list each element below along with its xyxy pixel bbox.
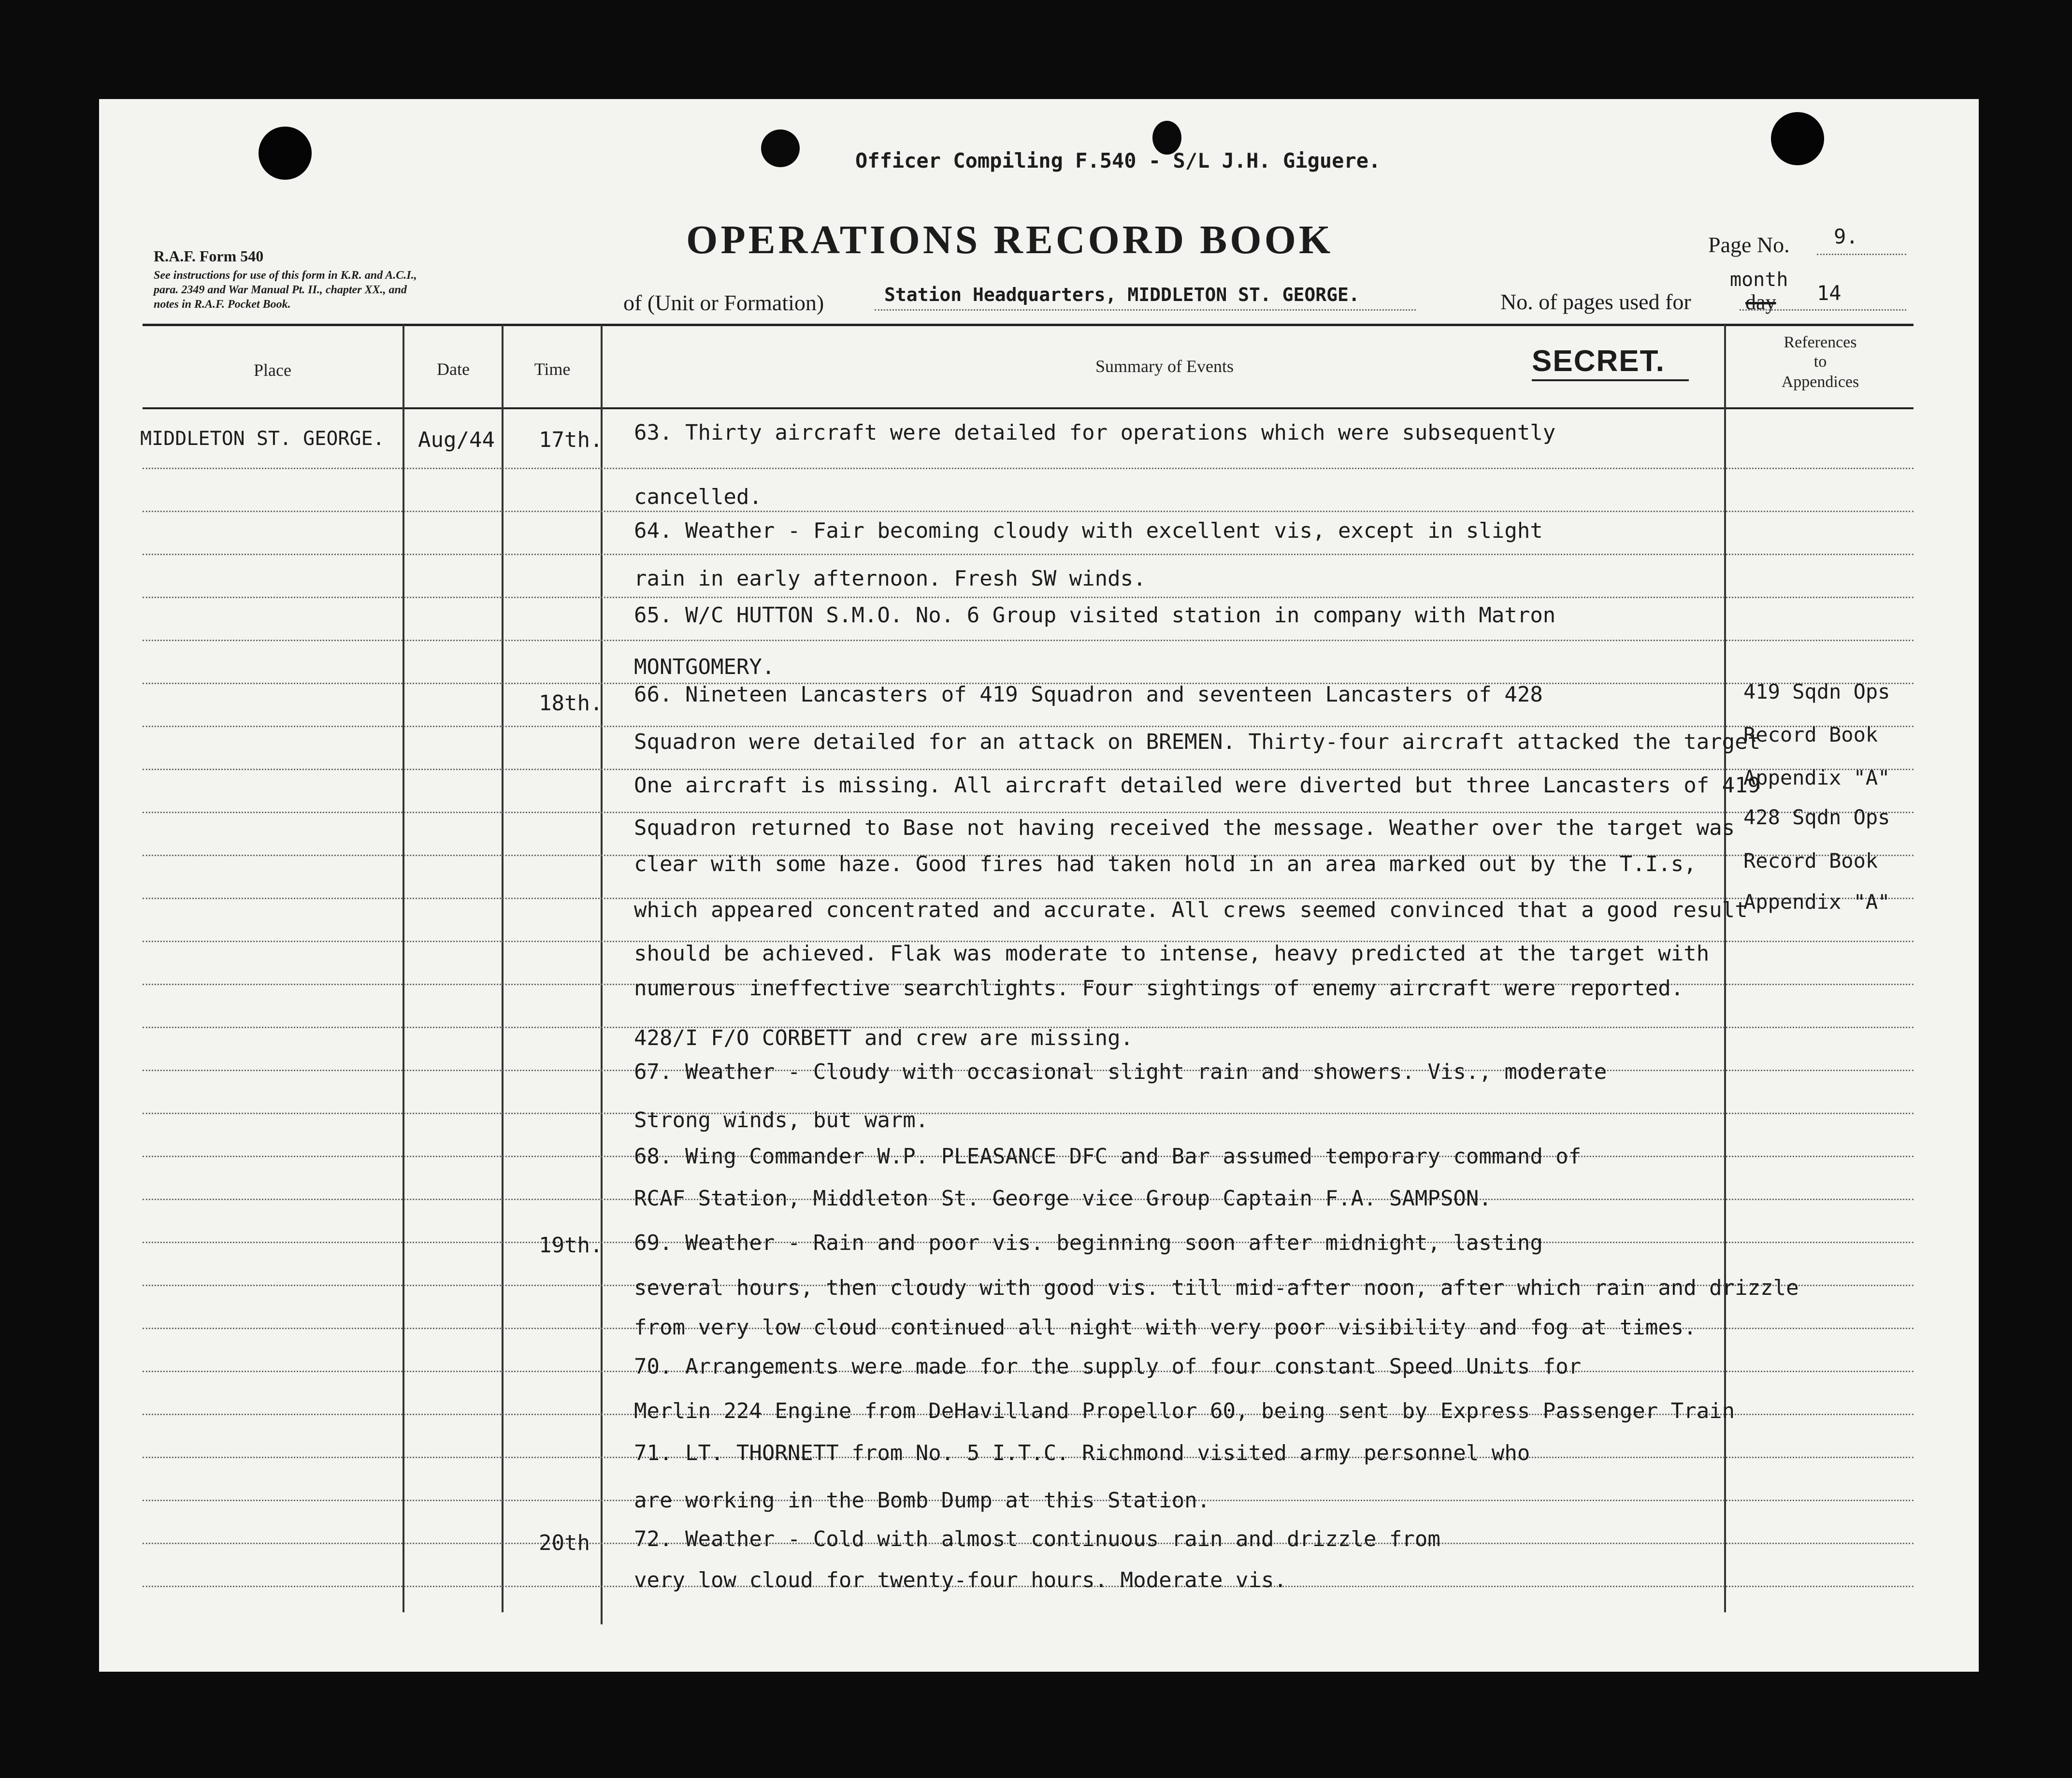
summary-line: from very low cloud continued all night with very poor visibility and fog at times.	[634, 1315, 1697, 1340]
place-entry: MIDDLETON ST. GEORGE.	[140, 428, 385, 450]
secret-stamp: SECRET.	[1532, 344, 1665, 378]
summary-line: 71. LT. THORNETT from No. 5 I.T.C. Richmond visited army personnel who	[634, 1441, 1530, 1465]
ink-blot-1	[761, 129, 800, 167]
row-rule	[143, 1113, 1914, 1114]
form-instructions-2: para. 2349 and War Manual Pt. II., chapter XX., and	[154, 284, 407, 296]
summary-line: 66. Nineteen Lancasters of 419 Squadron and seventeen Lancasters of 428	[634, 682, 1543, 707]
row-rule	[143, 597, 1914, 598]
summary-line: clear with some haze. Good fires had taken hold in an area marked out by the T.I.s,	[634, 852, 1697, 876]
header-time: Time	[534, 359, 571, 379]
row-rule	[143, 468, 1914, 469]
reference-entry: Appendix "A"	[1743, 766, 1890, 789]
page-no-value: 9.	[1834, 225, 1858, 248]
time-entry: 18th.	[539, 691, 603, 716]
summary-line: Merlin 224 Engine from DeHavilland Propellor 60, being sent by Express Passenger Train	[634, 1399, 1735, 1423]
page-no-dotline	[1817, 254, 1906, 255]
summary-line: 65. W/C HUTTON S.M.O. No. 6 Group visited station in company with Matron	[634, 603, 1556, 628]
punch-hole-left	[259, 127, 312, 180]
pages-used-value: 14	[1817, 281, 1842, 305]
summary-line: 428/I F/O CORBETT and crew are missing.	[634, 1026, 1134, 1050]
summary-line: 69. Weather - Rain and poor vis. beginning soon after midnight, lasting	[634, 1231, 1543, 1255]
header-date: Date	[437, 359, 470, 379]
form-instructions-1: See instructions for use of this form in K.R. and A.C.I.,	[154, 269, 417, 282]
summary-line: several hours, then cloudy with good vis. till mid-after noon, after which rain and drizzle	[634, 1276, 1799, 1300]
col-divider-place	[403, 325, 404, 1612]
reference-entry: 419 Sqdn Ops	[1743, 680, 1890, 703]
time-entry: 19th.	[539, 1233, 603, 1258]
form-name: R.A.F. Form 540	[154, 247, 264, 265]
row-rule	[143, 812, 1914, 813]
summary-line: cancelled.	[634, 485, 762, 509]
summary-line: Squadron were detailed for an attack on BREMEN. Thirty-four aircraft attacked the target	[634, 730, 1761, 754]
pages-used-label: No. of pages used for	[1500, 289, 1691, 314]
summary-line: One aircraft is missing. All aircraft detailed were diverted but three Lancasters of 419	[634, 773, 1761, 798]
page-no-label: Page No.	[1708, 232, 1790, 257]
form-sheet	[99, 99, 1979, 1672]
secret-underline	[1532, 379, 1689, 381]
col-divider-date	[502, 325, 504, 1612]
summary-line: RCAF Station, Middleton St. George vice Group Captain F.A. SAMPSON.	[634, 1186, 1492, 1211]
header-place: Place	[254, 360, 291, 380]
row-rule	[143, 726, 1914, 727]
date-entry: Aug/44	[418, 428, 495, 452]
summary-line: Squadron returned to Base not having received the message. Weather over the target was	[634, 816, 1735, 840]
summary-line: 67. Weather - Cloudy with occasional slight rain and showers. Vis., moderate	[634, 1060, 1607, 1084]
summary-line: 63. Thirty aircraft were detailed for operations which were subsequently	[634, 420, 1556, 445]
summary-line: 70. Arrangements were made for the supply of four constant Speed Units for	[634, 1354, 1582, 1379]
summary-line: numerous ineffective searchlights. Four sightings of enemy aircraft were reported.	[634, 976, 1684, 1001]
form-instructions-3: notes in R.A.F. Pocket Book.	[154, 298, 291, 311]
punch-hole-right	[1771, 112, 1824, 165]
reference-entry: Record Book	[1743, 849, 1878, 873]
pages-used-dotline	[1740, 309, 1906, 311]
header-references-2: to	[1813, 353, 1827, 371]
summary-line: Strong winds, but warm.	[634, 1108, 929, 1133]
reference-entry: Appendix "A"	[1743, 890, 1890, 914]
summary-line: rain in early afternoon. Fresh SW winds.	[634, 566, 1146, 591]
pages-used-struck: day	[1745, 290, 1776, 314]
time-entry: 20th	[539, 1531, 590, 1555]
summary-line: MONTGOMERY.	[634, 655, 775, 679]
header-references-3: Appendices	[1781, 373, 1859, 391]
time-entry: 17th.	[539, 428, 603, 452]
unit-label: of (Unit or Formation)	[623, 290, 824, 315]
row-rule	[143, 640, 1914, 641]
summary-line: very low cloud for twenty-four hours. Moderate vis.	[634, 1568, 1287, 1592]
summary-line: 64. Weather - Fair becoming cloudy with excellent vis, except in slight	[634, 518, 1543, 543]
table-top-rule	[143, 324, 1914, 326]
page-title: OPERATIONS RECORD BOOK	[686, 217, 1334, 262]
summary-line: 72. Weather - Cold with almost continuous rain and drizzle from	[634, 1527, 1440, 1551]
summary-line: should be achieved. Flak was moderate to intense, heavy predicted at the target with	[634, 941, 1710, 966]
header-bottom-rule	[143, 407, 1914, 409]
row-rule	[143, 554, 1914, 555]
row-rule	[143, 511, 1914, 512]
header-summary: Summary of Events	[1095, 357, 1234, 376]
row-rule	[143, 769, 1914, 770]
summary-line: which appeared concentrated and accurate. All crews seemed convinced that a good result	[634, 898, 1748, 922]
summary-line: are working in the Bomb Dump at this Station.	[634, 1488, 1210, 1513]
unit-dotline	[875, 309, 1416, 311]
header-references-1: References	[1784, 333, 1857, 351]
summary-line: 68. Wing Commander W.P. PLEASANCE DFC and Bar assumed temporary command of	[634, 1144, 1582, 1169]
officer-compiling: Officer Compiling F.540 - S/L J.H. Giguere.	[855, 149, 1381, 172]
unit-value: Station Headquarters, MIDDLETON ST. GEORGE.	[884, 284, 1360, 305]
reference-entry: Record Book	[1743, 723, 1878, 746]
col-divider-time	[601, 325, 603, 1624]
pages-used-correction: month	[1730, 269, 1788, 291]
reference-entry: 428 Sqdn Ops	[1743, 805, 1890, 829]
